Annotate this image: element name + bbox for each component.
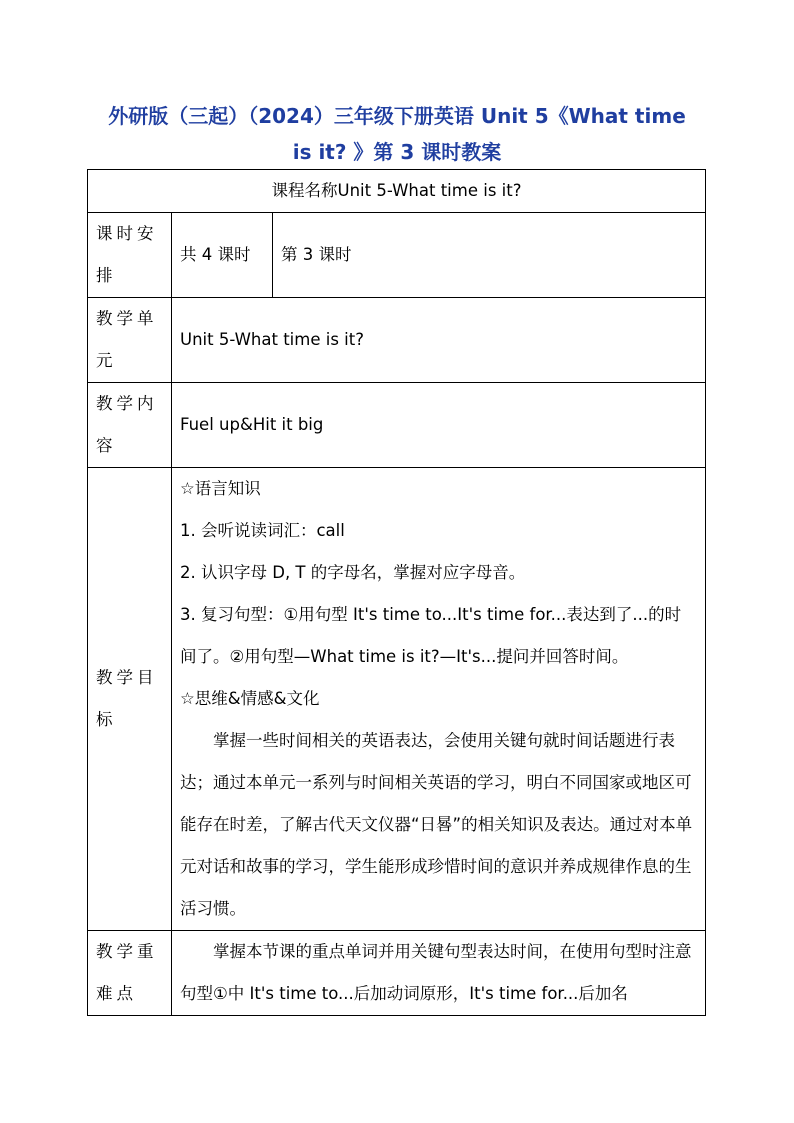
schedule-row xyxy=(88,213,706,298)
goals-item-3: 3. 复习句型：①用句型 It's time to...It's time for...表达到了...的时间了。②用句型—What time is it?—It's...提问并回答时间。 xyxy=(180,605,682,666)
goals-heading-thinking: ☆思维&情感&文化 xyxy=(180,689,320,708)
course-name-cell: 课程名称Unit 5-What time is it? xyxy=(88,170,706,213)
content-value: Fuel up&Hit it big xyxy=(172,383,706,468)
title-line-1: 外研版（三起）（2024）三年级下册英语 Unit 5《What time xyxy=(108,104,686,128)
goals-content xyxy=(172,468,706,931)
goals-heading-language: ☆语言知识 xyxy=(180,479,261,498)
header-row xyxy=(88,170,706,213)
difficulty-text: 掌握本节课的重点单词并用关键句型表达时间，在使用句型时注意句型①中 It's time to...后加动词原形，It's time for...后加名 xyxy=(180,942,692,1003)
goals-item-2: 2. 认识字母 D, T 的字母名，掌握对应字母音。 xyxy=(180,563,526,582)
schedule-current: 第 3 课时 xyxy=(273,213,706,298)
title-line-2: is it? 》第 3 课时教案 xyxy=(292,140,502,164)
goals-row xyxy=(88,468,706,931)
unit-label: 教学单元 xyxy=(88,298,172,383)
difficulty-content xyxy=(172,931,706,1016)
schedule-total: 共 4 课时 xyxy=(172,213,273,298)
content-row xyxy=(88,383,706,468)
goals-item-1: 1. 会听说读词汇：call xyxy=(180,521,345,540)
unit-value: Unit 5-What time is it? xyxy=(172,298,706,383)
unit-row xyxy=(88,298,706,383)
difficulty-row xyxy=(88,931,706,1016)
schedule-label: 课时安排 xyxy=(88,213,172,298)
content-label: 教学内容 xyxy=(88,383,172,468)
lesson-plan-table xyxy=(87,169,706,1016)
goals-label: 教学目标 xyxy=(88,468,172,931)
difficulty-label: 教学重难点 xyxy=(88,931,172,1016)
goals-thinking-text: 掌握一些时间相关的英语表达，会使用关键句就时间话题进行表达；通过本单元一系列与时间相关英语的学习，明白不同国家或地区可能存在时差，了解古代天文仪器“日晷”的相关知识及表达。通过对本单元对话和故事的学习，学生能形成珍惜时间的意识并养成规律作息的生活习惯。 xyxy=(180,731,693,918)
document-title xyxy=(88,98,706,170)
